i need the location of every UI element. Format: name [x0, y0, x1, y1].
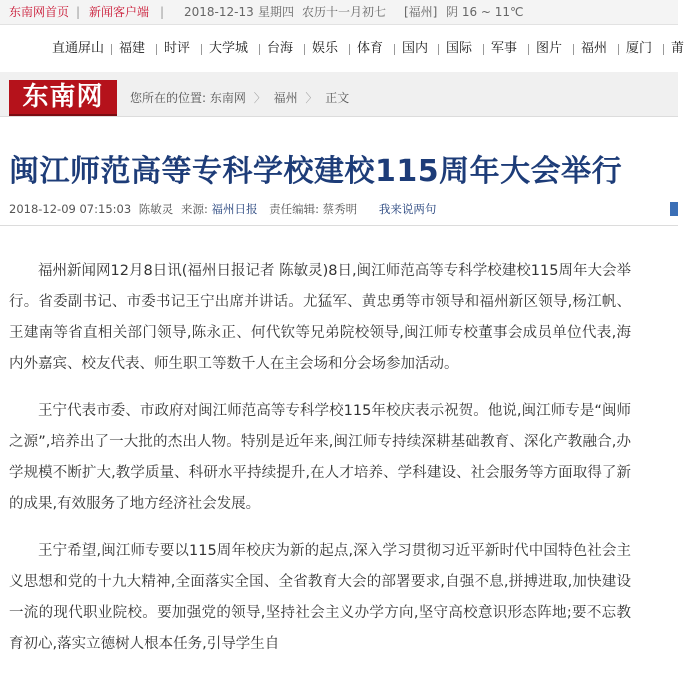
paragraph: 王宁希望,闽江师专要以115周年校庆为新的起点,深入学习贯彻习近平新时代中国特色社会主义思想和党的十九大精神,全面落实全国、全省教育大会的部署要求,自强不息,拼搏进取,加快建设一流的现代职业院校。要加强党的领导,坚持社会主义办学方向,坚守高校意识形态阵地;要不忘教育初心,落实立德树人根本任务,引导学生自 [9, 543, 631, 652]
nav-item[interactable]: 台海 [267, 41, 294, 56]
source-label: 来源: [180, 202, 208, 216]
nav-item[interactable]: 福建 [119, 41, 146, 56]
editor-label: 责任编辑: [269, 202, 320, 216]
date-text: 2018-12-13 [184, 5, 254, 19]
channel-nav [0, 36, 684, 62]
publish-datetime: 2018-12-09 07:15:03 [9, 202, 132, 216]
nav-item[interactable]: 国际 [446, 41, 473, 56]
nav-item[interactable]: 图片 [536, 41, 563, 56]
lunar-date-text: 农历十一月初七 [302, 5, 387, 19]
author: 陈敏灵 [138, 202, 174, 216]
breadcrumb [130, 90, 349, 106]
chevron-right-icon: 〉 [253, 91, 266, 105]
site-logo[interactable]: 东南网 [9, 80, 117, 116]
news-client-link[interactable]: 新闻客户端 [89, 5, 150, 19]
divider [0, 225, 678, 226]
nav-item[interactable]: 福州 [581, 41, 608, 56]
nav-item[interactable]: 时评 [164, 41, 191, 56]
nav-item[interactable]: 大学城 [209, 41, 249, 56]
divider: | [76, 5, 81, 19]
article-body [9, 256, 631, 676]
breadcrumb-current: 正文 [325, 91, 350, 105]
paragraph: 福州新闻网12月8日讯(福州日报记者 陈敏灵)8日,闽江师范高等专科学校建校115周年大会举行。省委副书记、市委书记王宁出席并讲话。尤猛军、黄忠勇等市领导和福州新区领导,杨江帆、王建南等省直相关部门领导,陈永正、何代钦等兄弟院校领导,闽江师专校董事会成员单位代表,海内外嘉宾、校友代表、师生职工等数千人在主会场和分会场参加活动。 [9, 263, 631, 372]
location-band [0, 72, 678, 117]
divider: | [160, 5, 165, 19]
top-utility-bar [0, 0, 678, 25]
source-name[interactable]: 福州日报 [211, 202, 258, 216]
weather-city: [福州] [404, 5, 438, 19]
article-meta [9, 200, 659, 218]
location-prefix: 您所在的位置: [130, 91, 207, 105]
home-link[interactable]: 东南网首页 [9, 5, 70, 19]
article-title: 闽江师范高等专科学校建校115周年大会举行 [9, 154, 623, 189]
share-tab[interactable] [670, 202, 678, 216]
breadcrumb-home[interactable]: 东南网 [209, 91, 246, 105]
nav-item[interactable]: 直通屏山 [52, 41, 105, 56]
weekday-text: 星期四 [258, 5, 295, 19]
editor-name: 蔡秀明 [322, 202, 358, 216]
nav-item[interactable]: 厦门 [626, 41, 653, 56]
nav-item[interactable]: 莆 [671, 41, 684, 56]
nav-item[interactable]: 体育 [357, 41, 384, 56]
comment-link[interactable]: 我来说两句 [378, 202, 437, 216]
chevron-right-icon: 〉 [305, 91, 318, 105]
paragraph: 王宁代表市委、市政府对闽江师范高等专科学校115年校庆表示祝贺。他说,闽江师专是“闽师之源”,培养出了一大批的杰出人物。特别是近年来,闽江师专持续深耕基础教育、深化产教融合,办学规模不断扩大,教学质量、科研水平持续提升,在人才培养、学科建设、社会服务等方面取得了新的成果,有效服务了地方经济社会发展。 [9, 403, 631, 512]
breadcrumb-city[interactable]: 福州 [273, 91, 298, 105]
nav-item[interactable]: 娱乐 [312, 41, 339, 56]
nav-item[interactable]: 国内 [402, 41, 429, 56]
weather-text: 阴 16 ~ 11℃ [446, 5, 524, 19]
nav-item[interactable]: 军事 [491, 41, 518, 56]
